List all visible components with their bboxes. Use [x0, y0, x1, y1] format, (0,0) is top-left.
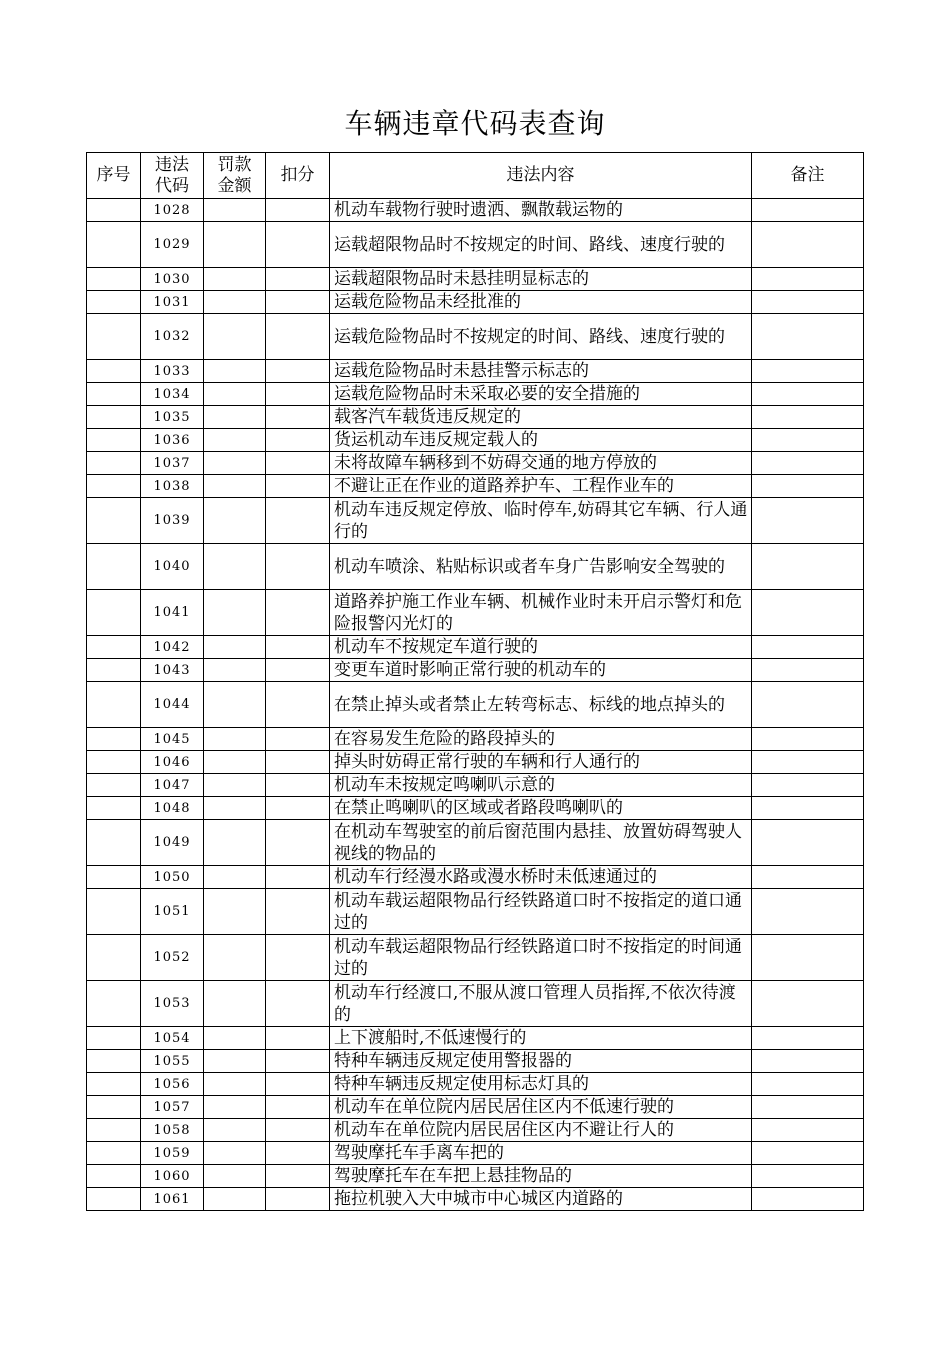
table-row — [87, 797, 864, 820]
content-cell: 机动车在单位院内居民居住区内不避让行人的 — [330, 1119, 752, 1142]
table-row — [87, 1027, 864, 1050]
seq-cell — [87, 636, 141, 659]
seq-cell — [87, 682, 141, 728]
code-cell: 1030 — [141, 268, 204, 291]
points-cell — [266, 889, 330, 935]
remark-cell — [752, 659, 864, 682]
seq-cell — [87, 1119, 141, 1142]
fine-cell — [204, 820, 266, 866]
fine-cell — [204, 314, 266, 360]
code-cell: 1051 — [141, 889, 204, 935]
fine-cell — [204, 1119, 266, 1142]
content-cell: 运载超限物品时未悬挂明显标志的 — [330, 268, 752, 291]
seq-cell — [87, 1142, 141, 1165]
points-cell — [266, 383, 330, 406]
points-cell — [266, 981, 330, 1027]
seq-cell — [87, 935, 141, 981]
table-row — [87, 728, 864, 751]
code-cell: 1031 — [141, 291, 204, 314]
content-cell: 特种车辆违反规定使用警报器的 — [330, 1050, 752, 1073]
table-row — [87, 1096, 864, 1119]
remark-cell — [752, 544, 864, 590]
fine-cell — [204, 889, 266, 935]
code-cell: 1060 — [141, 1165, 204, 1188]
table-row — [87, 429, 864, 452]
remark-cell — [752, 935, 864, 981]
table-row — [87, 544, 864, 590]
content-cell: 运载危险物品未经批准的 — [330, 291, 752, 314]
header-fine: 罚款 金额 — [204, 153, 266, 199]
points-cell — [266, 728, 330, 751]
code-cell: 1028 — [141, 199, 204, 222]
table-row — [87, 199, 864, 222]
remark-cell — [752, 452, 864, 475]
code-cell: 1036 — [141, 429, 204, 452]
content-cell: 拖拉机驶入大中城市中心城区内道路的 — [330, 1188, 752, 1211]
code-cell: 1029 — [141, 222, 204, 268]
seq-cell — [87, 981, 141, 1027]
remark-cell — [752, 682, 864, 728]
points-cell — [266, 797, 330, 820]
code-cell: 1044 — [141, 682, 204, 728]
header-content: 违法内容 — [330, 153, 752, 199]
remark-cell — [752, 1027, 864, 1050]
table-row — [87, 1050, 864, 1073]
points-cell — [266, 1096, 330, 1119]
points-cell — [266, 935, 330, 981]
seq-cell — [87, 1073, 141, 1096]
content-cell: 未将故障车辆移到不妨碍交通的地方停放的 — [330, 452, 752, 475]
table-row — [87, 475, 864, 498]
content-cell: 特种车辆违反规定使用标志灯具的 — [330, 1073, 752, 1096]
seq-cell — [87, 199, 141, 222]
remark-cell — [752, 889, 864, 935]
points-cell — [266, 1142, 330, 1165]
header-remark: 备注 — [752, 153, 864, 199]
points-cell — [266, 866, 330, 889]
remark-cell — [752, 429, 864, 452]
content-cell: 在禁止掉头或者禁止左转弯标志、标线的地点掉头的 — [330, 682, 752, 728]
content-cell: 在机动车驾驶室的前后窗范围内悬挂、放置妨碍驾驶人视线的物品的 — [330, 820, 752, 866]
seq-cell — [87, 797, 141, 820]
code-cell: 1057 — [141, 1096, 204, 1119]
table-row — [87, 360, 864, 383]
remark-cell — [752, 774, 864, 797]
table-row — [87, 1119, 864, 1142]
remark-cell — [752, 360, 864, 383]
code-cell: 1033 — [141, 360, 204, 383]
seq-cell — [87, 1050, 141, 1073]
fine-cell — [204, 1188, 266, 1211]
header-points: 扣分 — [266, 153, 330, 199]
table-row — [87, 682, 864, 728]
fine-cell — [204, 797, 266, 820]
points-cell — [266, 498, 330, 544]
code-cell: 1032 — [141, 314, 204, 360]
table-body — [87, 199, 864, 1211]
code-cell: 1040 — [141, 544, 204, 590]
table-header-row — [87, 153, 864, 199]
table-row — [87, 314, 864, 360]
seq-cell — [87, 406, 141, 429]
fine-cell — [204, 728, 266, 751]
remark-cell — [752, 1165, 864, 1188]
fine-cell — [204, 1096, 266, 1119]
code-cell: 1056 — [141, 1073, 204, 1096]
remark-cell — [752, 291, 864, 314]
remark-cell — [752, 1050, 864, 1073]
code-cell: 1053 — [141, 981, 204, 1027]
content-cell: 变更车道时影响正常行驶的机动车的 — [330, 659, 752, 682]
remark-cell — [752, 981, 864, 1027]
points-cell — [266, 199, 330, 222]
points-cell — [266, 429, 330, 452]
points-cell — [266, 314, 330, 360]
fine-cell — [204, 429, 266, 452]
content-cell: 机动车行经渡口,不服从渡口管理人员指挥,不依次待渡的 — [330, 981, 752, 1027]
fine-cell — [204, 1142, 266, 1165]
fine-cell — [204, 935, 266, 981]
seq-cell — [87, 751, 141, 774]
table-row — [87, 498, 864, 544]
table-row — [87, 981, 864, 1027]
code-cell: 1043 — [141, 659, 204, 682]
content-cell: 机动车未按规定鸣喇叭示意的 — [330, 774, 752, 797]
points-cell — [266, 590, 330, 636]
fine-cell — [204, 866, 266, 889]
seq-cell — [87, 222, 141, 268]
remark-cell — [752, 1096, 864, 1119]
fine-cell — [204, 751, 266, 774]
page-title: 车辆违章代码表查询 — [344, 107, 606, 140]
points-cell — [266, 452, 330, 475]
seq-cell — [87, 1188, 141, 1211]
content-cell: 机动车行经漫水路或漫水桥时未低速通过的 — [330, 866, 752, 889]
table-row — [87, 590, 864, 636]
code-cell: 1061 — [141, 1188, 204, 1211]
table-row — [87, 291, 864, 314]
points-cell — [266, 1165, 330, 1188]
table-row — [87, 820, 864, 866]
table-row — [87, 222, 864, 268]
remark-cell — [752, 751, 864, 774]
fine-cell — [204, 1050, 266, 1073]
points-cell — [266, 820, 330, 866]
fine-cell — [204, 544, 266, 590]
remark-cell — [752, 406, 864, 429]
content-cell: 货运机动车违反规定载人的 — [330, 429, 752, 452]
table-row — [87, 889, 864, 935]
fine-cell — [204, 981, 266, 1027]
content-cell: 机动车在单位院内居民居住区内不低速行驶的 — [330, 1096, 752, 1119]
seq-cell — [87, 866, 141, 889]
points-cell — [266, 475, 330, 498]
remark-cell — [752, 498, 864, 544]
seq-cell — [87, 659, 141, 682]
points-cell — [266, 751, 330, 774]
code-cell: 1054 — [141, 1027, 204, 1050]
fine-cell — [204, 222, 266, 268]
table-row — [87, 383, 864, 406]
table-row — [87, 1165, 864, 1188]
code-cell: 1050 — [141, 866, 204, 889]
code-cell: 1042 — [141, 636, 204, 659]
seq-cell — [87, 452, 141, 475]
content-cell: 机动车不按规定车道行驶的 — [330, 636, 752, 659]
seq-cell — [87, 383, 141, 406]
points-cell — [266, 1027, 330, 1050]
seq-cell — [87, 429, 141, 452]
points-cell — [266, 659, 330, 682]
content-cell: 在禁止鸣喇叭的区域或者路段鸣喇叭的 — [330, 797, 752, 820]
code-cell: 1052 — [141, 935, 204, 981]
fine-cell — [204, 268, 266, 291]
content-cell: 机动车载运超限物品行经铁路道口时不按指定的时间通过的 — [330, 935, 752, 981]
code-cell: 1039 — [141, 498, 204, 544]
fine-cell — [204, 659, 266, 682]
seq-cell — [87, 498, 141, 544]
remark-cell — [752, 314, 864, 360]
remark-cell — [752, 866, 864, 889]
fine-cell — [204, 774, 266, 797]
content-cell: 机动车喷涂、粘贴标识或者车身广告影响安全驾驶的 — [330, 544, 752, 590]
code-cell: 1047 — [141, 774, 204, 797]
fine-cell — [204, 475, 266, 498]
code-cell: 1035 — [141, 406, 204, 429]
points-cell — [266, 774, 330, 797]
points-cell — [266, 1188, 330, 1211]
points-cell — [266, 406, 330, 429]
points-cell — [266, 636, 330, 659]
code-cell: 1058 — [141, 1119, 204, 1142]
remark-cell — [752, 636, 864, 659]
remark-cell — [752, 1142, 864, 1165]
remark-cell — [752, 199, 864, 222]
table-row — [87, 406, 864, 429]
points-cell — [266, 268, 330, 291]
remark-cell — [752, 728, 864, 751]
content-cell: 不避让正在作业的道路养护车、工程作业车的 — [330, 475, 752, 498]
content-cell: 运载危险物品时未悬挂警示标志的 — [330, 360, 752, 383]
content-cell: 运载超限物品时不按规定的时间、路线、速度行驶的 — [330, 222, 752, 268]
remark-cell — [752, 268, 864, 291]
fine-cell — [204, 291, 266, 314]
content-cell: 上下渡船时,不低速慢行的 — [330, 1027, 752, 1050]
points-cell — [266, 1073, 330, 1096]
fine-cell — [204, 498, 266, 544]
content-cell: 机动车载物行驶时遗洒、飘散载运物的 — [330, 199, 752, 222]
content-cell: 机动车违反规定停放、临时停车,妨碍其它车辆、行人通行的 — [330, 498, 752, 544]
seq-cell — [87, 544, 141, 590]
content-cell: 驾驶摩托车手离车把的 — [330, 1142, 752, 1165]
content-cell: 掉头时妨碍正常行驶的车辆和行人通行的 — [330, 751, 752, 774]
content-cell: 在容易发生危险的路段掉头的 — [330, 728, 752, 751]
points-cell — [266, 1050, 330, 1073]
code-cell: 1059 — [141, 1142, 204, 1165]
seq-cell — [87, 590, 141, 636]
remark-cell — [752, 1073, 864, 1096]
remark-cell — [752, 820, 864, 866]
seq-cell — [87, 314, 141, 360]
points-cell — [266, 682, 330, 728]
fine-cell — [204, 1165, 266, 1188]
table-row — [87, 1073, 864, 1096]
fine-cell — [204, 1027, 266, 1050]
seq-cell — [87, 291, 141, 314]
code-cell: 1037 — [141, 452, 204, 475]
fine-cell — [204, 636, 266, 659]
code-cell: 1048 — [141, 797, 204, 820]
fine-cell — [204, 1073, 266, 1096]
table-row — [87, 935, 864, 981]
seq-cell — [87, 475, 141, 498]
code-cell: 1034 — [141, 383, 204, 406]
header-code: 违法 代码 — [141, 153, 204, 199]
code-cell: 1038 — [141, 475, 204, 498]
code-cell: 1055 — [141, 1050, 204, 1073]
code-cell: 1049 — [141, 820, 204, 866]
seq-cell — [87, 774, 141, 797]
table-row — [87, 452, 864, 475]
content-cell: 驾驶摩托车在车把上悬挂物品的 — [330, 1165, 752, 1188]
table-row — [87, 268, 864, 291]
fine-cell — [204, 406, 266, 429]
table-row — [87, 774, 864, 797]
remark-cell — [752, 383, 864, 406]
table-row — [87, 636, 864, 659]
points-cell — [266, 360, 330, 383]
fine-cell — [204, 682, 266, 728]
table-row — [87, 659, 864, 682]
content-cell: 运载危险物品时不按规定的时间、路线、速度行驶的 — [330, 314, 752, 360]
content-cell: 机动车载运超限物品行经铁路道口时不按指定的道口通过的 — [330, 889, 752, 935]
remark-cell — [752, 222, 864, 268]
code-cell: 1041 — [141, 590, 204, 636]
table-row — [87, 751, 864, 774]
fine-cell — [204, 360, 266, 383]
table-row — [87, 866, 864, 889]
seq-cell — [87, 268, 141, 291]
table-row — [87, 1188, 864, 1211]
seq-cell — [87, 889, 141, 935]
content-cell: 运载危险物品时未采取必要的安全措施的 — [330, 383, 752, 406]
seq-cell — [87, 360, 141, 383]
fine-cell — [204, 452, 266, 475]
remark-cell — [752, 1119, 864, 1142]
points-cell — [266, 544, 330, 590]
points-cell — [266, 222, 330, 268]
seq-cell — [87, 1027, 141, 1050]
seq-cell — [87, 728, 141, 751]
seq-cell — [87, 1165, 141, 1188]
remark-cell — [752, 1188, 864, 1211]
header-seq: 序号 — [87, 153, 141, 199]
code-cell: 1045 — [141, 728, 204, 751]
fine-cell — [204, 383, 266, 406]
seq-cell — [87, 1096, 141, 1119]
remark-cell — [752, 475, 864, 498]
violation-code-table — [86, 152, 864, 1211]
seq-cell — [87, 820, 141, 866]
table-row — [87, 1142, 864, 1165]
remark-cell — [752, 797, 864, 820]
points-cell — [266, 1119, 330, 1142]
remark-cell — [752, 590, 864, 636]
points-cell — [266, 291, 330, 314]
fine-cell — [204, 590, 266, 636]
content-cell: 载客汽车载货违反规定的 — [330, 406, 752, 429]
code-cell: 1046 — [141, 751, 204, 774]
content-cell: 道路养护施工作业车辆、机械作业时未开启示警灯和危险报警闪光灯的 — [330, 590, 752, 636]
fine-cell — [204, 199, 266, 222]
